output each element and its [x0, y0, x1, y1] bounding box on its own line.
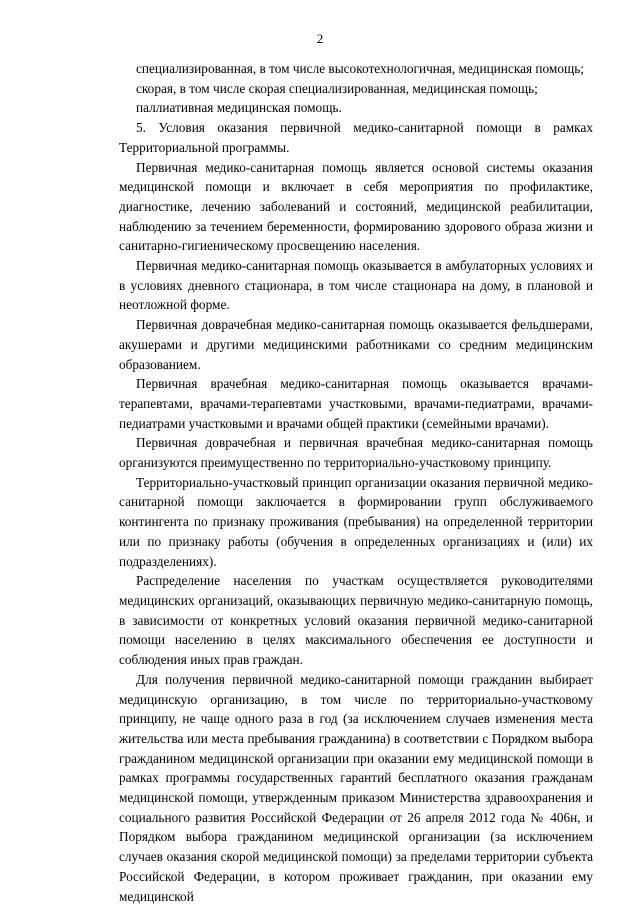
paragraph-care-types-emergency: скорая, в том числе скорая специализированная, медицинская помощь;: [136, 80, 538, 96]
paragraph-outpatient-conditions: Первичная медико-санитарная помощь оказывается в амбулаторных условиях и в условиях дневного стационара, в том числе стационара на дому, в плановой и неотложной форме.: [119, 258, 593, 313]
paragraph-territorial-principle: Первичная доврачебная и первичная врачебная медико-санитарная помощь организуются преимущественно по территориально-участковому принципу.: [119, 435, 593, 471]
page-number: 2: [316, 31, 324, 46]
section-heading-5: 5. Условия оказания первичной медико-санитарной помощи в рамках Территориальной программы.: [119, 120, 593, 155]
paragraph-choice-of-organization: Для получения первичной медико-санитарной помощи гражданин выбирает медицинскую организацию, в том числе по территориально-участковому принципу, не чаще одного раза в год (за исключением случаев изменения места жительства или места пребывания гражданина) в соответствии с Порядком выбора гражданином медицинской организации при оказании ему медицинской помощи в рамках программы государственных гарантий бесплатного оказания гражданам медицинской помощи, утвержденным приказом Министерства здравоохранения и социального развития Российской Федерации от 26 апреля 2012 года № 406н, и Порядком выбора гражданином медицинской организации (за исключением случаев оказания скорой медицинской помощи) за пределами территории субъекта Российской Федерации, в котором проживает гражданин, при оказании ему медицинской: [119, 671, 593, 904]
document-body: [119, 59, 593, 906]
paragraph-care-types-palliative: паллиативная медицинская помощь.: [136, 100, 342, 116]
paragraph-physician-care: Первичная врачебная медико-санитарная помощь оказывается врачами-терапевтами, врачами-терапевтами участковыми, врачами-педиатрами, врачами-педиатрами участковыми и врачами общей практики (семейными врачами).: [119, 376, 593, 431]
paragraph-prephysician-care: Первичная доврачебная медико-санитарная помощь оказывается фельдшерами, акушерами и другими медицинскими работниками со средним медицинским образованием.: [119, 317, 593, 372]
paragraph-primary-care-basis: Первичная медико-санитарная помощь является основой системы оказания медицинской помощи и включает в себя мероприятия по профилактике, диагностике, лечению заболеваний и состояний, медицинской реабилитации, наблюдению за течением беременности, формированию здорового образа жизни и санитарно-гигиеническому просвещению населения.: [119, 159, 593, 254]
paragraph-population-distribution: Распределение населения по участкам осуществляется руководителями медицинских организаций, оказывающих первичную медико-санитарную помощь, в зависимости от конкретных условий оказания первичной медико-санитарной помощи населению в целях максимального обеспечения ее доступности и соблюдения иных прав граждан.: [119, 573, 593, 668]
paragraph-territorial-principle-definition: Территориально-участковый принцип организации оказания первичной медико-санитарной помощи заключается в формировании групп обслуживаемого контингента по признаку проживания (пребывания) на определенной территории или по признаку работы (обучения в определенных организациях и (или) их подразделениях).: [119, 474, 593, 569]
paragraph-care-types-specialized: специализированная, в том числе высокотехнологичная, медицинская помощь;: [136, 61, 584, 76]
